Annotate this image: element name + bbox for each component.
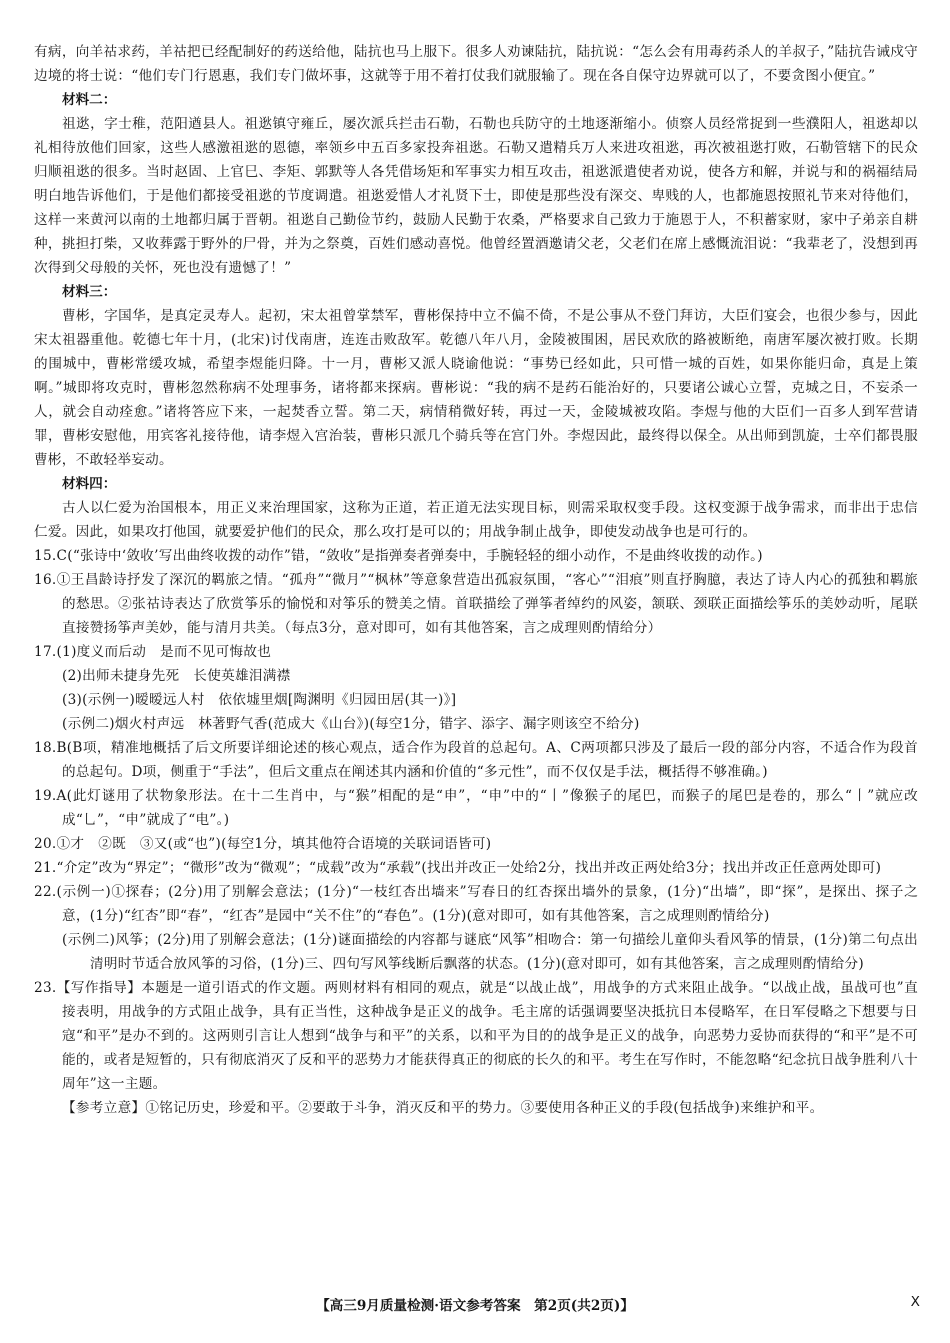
answer-20: 20.①才 ②既 ③又(或“也”)(每空1分，填其他符合语境的关联词语皆可) <box>34 836 492 852</box>
answer-15: 15.C(“张诗中‘敛收’写出曲终收拨的动作”错，“敛收”是指弹奏者弹奏中，手腕轻轻的细小动作，不是曲终收拨的动作。) <box>34 548 763 564</box>
material3-heading: 材料三： <box>62 284 117 300</box>
answer-17-2: (2)出师未捷身先死 长使英雄泪满襟 <box>62 668 291 684</box>
answer-21: 21.“介定”改为“界定”；“微形”改为“微观”；“成载”改为“承载”(找出并改正一处给2分，找出并改正两处给3分；找出并改正任意两处即可) <box>34 860 882 876</box>
answer-22-example1: 22.(示例一)①探春；(2分)用了别解会意法；(1分)“一枝红杏出墙来”写春日的红杏探出墙外的景象，(1分)“出墙”，即“探”，是探出、探子之意，(1分)“红杏”即“春”，“红杏”是园中“关不住”的“春色”。(1分)(意对即可，如有其他答案，言之成理则酌情给分) <box>34 884 918 924</box>
answer-key-page <box>34 40 918 1120</box>
answer-17-3-example2: (示例二)烟火村声远 林著野气香(范成大《山台》)(每空1分，错字、添字、漏字则该空不给分) <box>62 716 640 732</box>
material4-text: 古人以仁爱为治国根本，用正义来治理国家，这称为正道，若正道无法实现目标，则需采取权变手段。这权变源于战争需求，而非出于忠信仁爱。因此，如果攻打他国，就要爱护他们的民众，那么攻打是可以的；用战争制止战争，即使发动战争也是可行的。 <box>34 500 918 540</box>
footer-mark: X <box>910 1294 920 1310</box>
material1-tail: 有病，向羊祜求药，羊祜把已经配制好的药送给他，陆抗也马上服下。很多人劝谏陆抗，陆抗说：“怎么会有用毒药杀人的羊叔子，”陆抗告诫戍守边境的将士说：“他们专门行恩惠，我们专门做坏事，这就等于用不着打仗我们就服输了。现在各自保守边界就可以了，不要贪图小便宜。” <box>34 44 918 84</box>
answer-22-example2: (示例二)风筝；(2分)用了别解会意法；(1分)谜面描绘的内容都与谜底“风筝”相吻合：第一句描绘儿童仰头看风筝的情景，(1分)第二句点出清明时节适合放风筝的习俗，(1分)三、四句写风筝线断后飘落的状态。(1分)(意对即可，如有其他答案，言之成理则酌情给分) <box>62 932 918 972</box>
material2-heading: 材料二： <box>62 92 117 108</box>
answer-16: 16.①王昌龄诗抒发了深沉的羁旅之情。“孤舟”“微月”“枫林”等意象营造出孤寂氛围，“客心”“泪痕”则直抒胸臆，表达了诗人内心的孤独和羁旅的愁思。②张祜诗表达了欣赏筝乐的愉悦和对筝乐的赞美之情。首联描绘了弹筝者绰约的风姿，颔联、颈联正面描绘筝乐的美妙动听，尾联直接赞扬筝声美妙，能与清月共美。（每点3分，意对即可，如有其他答案，言之成理则酌情给分） <box>34 572 918 636</box>
answer-17-1: 17.(1)度义而后动 是而不见可悔故也 <box>34 644 272 660</box>
answer-18: 18.B(B项，精准地概括了后文所要详细论述的核心观点，适合作为段首的总起句。A、C两项都只涉及了最后一段的部分内容，不适合作为段首的总起句。D项，侧重于“手法”，但后文重点在阐述其内涵和价值的“多元性”，而不仅仅是手法，概括得不够准确。) <box>34 740 918 780</box>
answer-17-3: (3)(示例一)暧暧远人村 依依墟里烟[陶渊明《归园田居(其一)》] <box>62 692 457 708</box>
answer-23-writing-guide: 23.【写作指导】本题是一道引语式的作文题。两则材料有相同的观点，就是“以战止战”，用战争的方式来阻止战争。“以战止战，虽战可也”直接表明，用战争的方式阻止战争，具有正当性，这种战争是正义的战争。毛主席的话强调要坚决抵抗日本侵略军，在日军侵略之下想要与日寇“和平”是办不到的。这两则引言让人想到“战争与和平”的关系，以和平为目的的战争是正义的战争，向恶势力妥协而获得的“和平”是不可能的，或者是短暂的，只有彻底消灭了反和平的恶势力才能获得真正的彻底的长久的和平。考生在写作时，不能忽略“纪念抗日战争胜利八十周年”这一主题。 <box>34 980 918 1092</box>
page-footer: 【高三9月质量检测·语文参考答案 第2页(共2页)】 <box>316 1298 634 1314</box>
material3-text: 曹彬，字国华，是真定灵寿人。起初，宋太祖曾掌禁军，曹彬保持中立不偏不倚，不是公事从不登门拜访，大臣们宴会，也很少参与，因此宋太祖器重他。乾德七年十月，(北宋)讨伐南唐，连连击败敌军。乾德八年八月，金陵被围困，居民欢欣的路被断绝，南唐军屡次被打败。长期的围城中，曹彬常缓攻城，希望李煜能归降。十一月，曹彬又派人晓谕他说：“事势已经如此，只可惜一城的百姓，如果你能归命，真是上策啊。”城即将攻克时，曹彬忽然称病不处理事务，诸将都来探病。曹彬说：“我的病不是药石能治好的，只要诸公诚心立誓，克城之日，不妄杀一人，就会自动痊愈。”诸将答应下来，一起焚香立誓。第二天，病情稍微好转，再过一天，金陵城被攻陷。李煜与他的大臣们一百多人到军营请罪，曹彬安慰他，用宾客礼接待他，请李煜入宫治装，曹彬只派几个骑兵等在宫门外。李煜因此，最终得以保全。从出师到凯旋，士卒们都畏服曹彬，不敢轻举妄动。 <box>34 308 918 468</box>
answer-19: 19.A(此灯谜用了状物象形法。在十二生肖中，与“猴”相配的是“申”，“申”中的“丨”像猴子的尾巴，而猴子的尾巴是卷的，那么“丨”就应改成“乚”，“申”就成了“电”。) <box>34 788 918 828</box>
answer-23-reference: 【参考立意】①铭记历史，珍爱和平。②要敢于斗争，消灭反和平的势力。③要使用各种正义的手段(包括战争)来维护和平。 <box>62 1100 824 1116</box>
material2-text: 祖逖，字士稚，范阳遒县人。祖逖镇守雍丘，屡次派兵拦击石勒，石勒也兵防守的土地逐渐缩小。侦察人员经常捉到一些濮阳人，祖逖却以礼相待放他们回家，这些人感激祖逖的恩德，率领乡中五百多家投奔祖逖。石勒又遣精兵万人来进攻祖逖，再次被祖逖打败，石勒管辖下的民众归顺祖逖的很多。当时赵固、上官巳、李矩、郭默等人各凭借场矩和军事实力相互攻击，祖逖派遣使者劝说，使各方和解，并说与和的祸福结局明白地告诉他们，于是他们都接受祖逖的节度调遣。祖逖爱惜人才礼贤下士，即使是那些没有深交、卑贱的人，也都施恩按照礼节来对待他们，这样一来黄河以南的土地都归属于晋朝。祖逖自己勤俭节约，鼓励人民勤于农桑，严格要求自己致力于施恩于人，不积蓄家财，家中子弟亲自耕种，挑担打柴，又收葬露于野外的尸骨，并为之祭奠，百姓们感动喜悦。他曾经置酒邀请父老，父老们在席上感慨流泪说：“我辈老了，没想到再次得到父母般的关怀，死也没有遗憾了！” <box>34 116 918 276</box>
material4-heading: 材料四： <box>62 476 117 492</box>
